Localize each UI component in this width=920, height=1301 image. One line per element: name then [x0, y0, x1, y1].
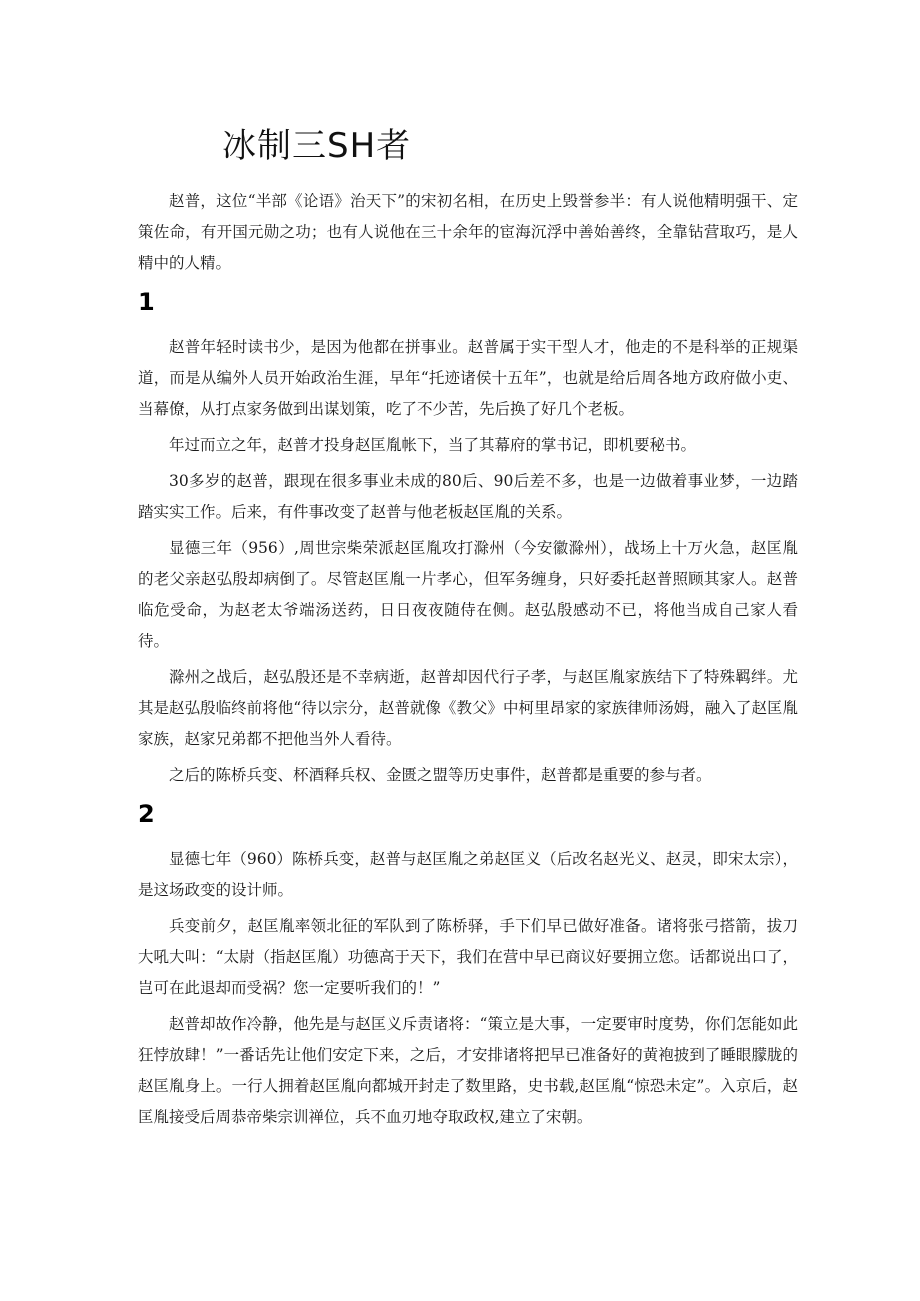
paragraph: 赵普却故作冷静，他先是与赵匡义斥责诸将：“策立是大事，一定要审时度势，你们怎能如此狂悖放肆！”一番话先让他们安定下来，之后，才安排诸将把早已准备好的黄袍披到了睡眼朦胧的赵匡胤身上。一行人拥着赵匡胤向都城开封走了数里路，史书载,赵匡胤“惊恐未定”。入京后，赵匡胤接受后周恭帝柴宗训禅位，兵不血刃地夺取政权,建立了宋朝。 — [138, 1015, 798, 1126]
paragraph: 滁州之战后，赵弘殷还是不幸病逝，赵普却因代行子孝，与赵匡胤家族结下了特殊羁绊。尤其是赵弘殷临终前将他“待以宗分，赵普就像《教父》中柯里昂家的家族律师汤姆，融入了赵匡胤家族，赵家兄弟都不把他当外人看待。 — [138, 668, 798, 748]
paragraph: 年过而立之年，赵普才投身赵匡胤帐下，当了其幕府的掌书记，即机要秘书。 — [169, 436, 697, 454]
paragraph: 显德七年（960）陈桥兵变，赵普与赵匡胤之弟赵匡义（后改名赵光义、赵灵，即宋太宗），是这场政变的设计师。 — [138, 850, 798, 899]
article-body — [138, 186, 798, 1138]
paragraph: 赵普年轻时读书少，是因为他都在拼事业。赵普属于实干型人才，他走的不是科举的正规渠道，而是从编外人员开始政治生涯，早年“托迹诸侯十五年”，也就是给后周各地方政府做小吏、当幕僚，从打点家务做到出谋划策，吃了不少苦，先后换了好几个老板。 — [138, 338, 798, 418]
paragraph: 显德三年（956）,周世宗柴荣派赵匡胤攻打滁州（今安徽滁州），战场上十万火急，赵匡胤的老父亲赵弘殷却病倒了。尽管赵匡胤一片孝心，但军务缠身，只好委托赵普照顾其家人。赵普临危受命，为赵老太爷端汤送药，日日夜夜随侍在侧。赵弘殷感动不已，将他当成自己家人看待。 — [138, 539, 798, 650]
intro-paragraph: 赵普，这位“半部《论语》治天下”的宋初名相，在历史上毁誉参半：有人说他精明强干、定策佐命，有开国元勋之功；也有人说他在三十余年的宦海沉浮中善始善终，全靠钻营取巧，是人精中的人精。 — [138, 192, 798, 272]
section-number: 2 — [138, 800, 155, 828]
paragraph: 兵变前夕，赵匡胤率领北征的军队到了陈桥驿，手下们早已做好准备。诸将张弓搭箭，拔刀大吼大叫：“太尉（指赵匡胤）功德高于天下，我们在营中早已商议好要拥立您。话都说出口了，岂可在此退却而受祸？您一定要听我们的！” — [138, 917, 798, 997]
page-title: 冰制三SH者 — [222, 126, 412, 166]
paragraph: 30多岁的赵普，跟现在很多事业未成的80后、90后差不多，也是一边做着事业梦，一边踏踏实实工作。后来，有件事改变了赵普与他老板赵匡胤的关系。 — [138, 472, 798, 521]
paragraph: 之后的陈桥兵变、杯酒释兵权、金匮之盟等历史事件，赵普都是重要的参与者。 — [169, 766, 712, 784]
section-number: 1 — [138, 288, 155, 316]
